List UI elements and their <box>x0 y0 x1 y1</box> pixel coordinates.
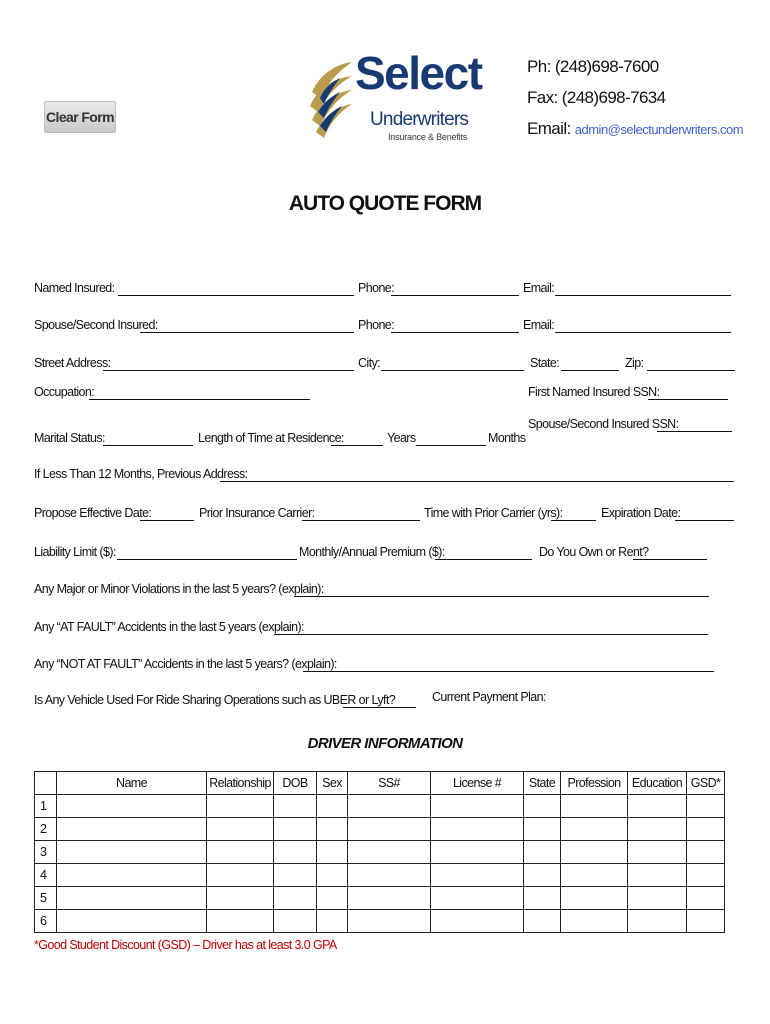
state-label: State: <box>530 356 560 370</box>
driver-cell[interactable] <box>317 841 348 864</box>
driver-cell[interactable] <box>687 818 725 841</box>
driver-cell[interactable] <box>348 818 431 841</box>
driver-cell[interactable] <box>524 887 561 910</box>
zip-label: Zip: <box>625 356 644 370</box>
years-label: Years <box>387 431 416 445</box>
ride-sharing-label: Is Any Vehicle Used For Ride Sharing Operations such as UBER or Lyft? <box>34 693 396 707</box>
col-license-header: License # <box>431 772 524 795</box>
table-row <box>35 841 725 864</box>
driver-cell[interactable] <box>207 864 274 887</box>
zip-field[interactable] <box>647 359 735 371</box>
page-title: AUTO QUOTE FORM <box>288 192 482 215</box>
spouse-ssn-field[interactable] <box>657 420 732 432</box>
violations-label: Any Major or Minor Violations in the last 5 years? (explain): <box>34 582 324 596</box>
driver-cell[interactable] <box>207 841 274 864</box>
phone-number: Ph: (248)698-7600 <box>527 57 659 76</box>
driver-cell[interactable] <box>207 795 274 818</box>
marital-label: Marital Status: <box>34 431 105 445</box>
logo-brand: Select <box>355 47 482 99</box>
driver-cell[interactable] <box>561 864 628 887</box>
expiration-field[interactable] <box>675 509 734 521</box>
time-prior-label: Time with Prior Carrier (yrs): <box>424 506 563 520</box>
driver-cell[interactable] <box>207 887 274 910</box>
liability-label: Liability Limit ($): <box>34 545 116 559</box>
row-number: 1 <box>35 795 57 818</box>
street-label: Street Address: <box>34 356 111 370</box>
driver-cell[interactable] <box>274 818 317 841</box>
col-gsd-header: GSD* <box>687 772 725 795</box>
driver-cell[interactable] <box>431 795 524 818</box>
select-underwriters-logo <box>306 47 486 146</box>
row-number: 5 <box>35 887 57 910</box>
city-label: City: <box>358 356 381 370</box>
driver-cell[interactable] <box>317 864 348 887</box>
driver-cell[interactable] <box>431 887 524 910</box>
violations-field[interactable] <box>294 585 709 597</box>
marital-field[interactable] <box>103 434 193 446</box>
driver-cell[interactable] <box>57 818 207 841</box>
driver-cell[interactable] <box>348 887 431 910</box>
driver-cell[interactable] <box>57 841 207 864</box>
driver-cell[interactable] <box>561 887 628 910</box>
phone1-field[interactable] <box>391 284 519 296</box>
col-sex-header: Sex <box>317 772 348 795</box>
driver-cell[interactable] <box>628 795 687 818</box>
driver-cell[interactable] <box>524 910 561 933</box>
own-rent-label: Do You Own or Rent? <box>539 545 649 559</box>
clear-form-button[interactable]: Clear Form <box>44 101 116 133</box>
driver-cell[interactable] <box>628 841 687 864</box>
phone2-field[interactable] <box>391 321 519 333</box>
driver-cell[interactable] <box>628 910 687 933</box>
driver-cell[interactable] <box>687 795 725 818</box>
col-ssn-header: SS# <box>348 772 431 795</box>
named-insured-label: Named Insured: <box>34 281 115 295</box>
driver-cell[interactable] <box>524 841 561 864</box>
driver-cell[interactable] <box>57 887 207 910</box>
row-number: 2 <box>35 818 57 841</box>
driver-cell[interactable] <box>317 795 348 818</box>
months-label: Months <box>488 431 526 445</box>
wheat-emblem-icon <box>306 52 356 144</box>
table-row <box>35 818 725 841</box>
driver-cell[interactable] <box>524 795 561 818</box>
driver-cell[interactable] <box>57 864 207 887</box>
effective-date-label: Propose Effective Date: <box>34 506 152 520</box>
table-row <box>35 910 725 933</box>
table-row <box>35 864 725 887</box>
driver-cell[interactable] <box>687 887 725 910</box>
driver-cell[interactable] <box>431 910 524 933</box>
email1-label: Email: <box>523 281 555 295</box>
premium-label: Monthly/Annual Premium ($): <box>299 545 445 559</box>
at-fault-field[interactable] <box>274 623 708 635</box>
fax-number: Fax: (248)698-7634 <box>527 88 666 107</box>
driver-cell[interactable] <box>687 864 725 887</box>
driver-cell[interactable] <box>628 864 687 887</box>
driver-cell[interactable] <box>274 795 317 818</box>
liability-field[interactable] <box>117 548 297 560</box>
time-prior-field[interactable] <box>551 509 596 521</box>
driver-info-heading: DRIVER INFORMATION <box>307 735 463 752</box>
driver-cell[interactable] <box>628 818 687 841</box>
driver-cell[interactable] <box>348 795 431 818</box>
driver-cell[interactable] <box>57 910 207 933</box>
col-dob-header: DOB <box>274 772 317 795</box>
prior-carrier-label: Prior Insurance Carrier: <box>199 506 315 520</box>
col-num-header <box>35 772 57 795</box>
prev-address-label: If Less Than 12 Months, Previous Address: <box>34 467 248 481</box>
driver-cell[interactable] <box>274 864 317 887</box>
own-rent-field[interactable] <box>633 548 707 560</box>
driver-cell[interactable] <box>207 910 274 933</box>
not-at-fault-field[interactable] <box>303 660 714 672</box>
driver-cell[interactable] <box>317 818 348 841</box>
phone2-label: Phone: <box>358 318 395 332</box>
row-number: 6 <box>35 910 57 933</box>
years-field[interactable] <box>331 434 383 446</box>
driver-cell[interactable] <box>561 795 628 818</box>
table-row <box>35 795 725 818</box>
occupation-field[interactable] <box>89 388 310 400</box>
prev-address-field[interactable] <box>220 470 734 482</box>
col-education-header: Education <box>628 772 687 795</box>
months-field[interactable] <box>416 434 486 446</box>
driver-cell[interactable] <box>431 818 524 841</box>
driver-cell[interactable] <box>348 841 431 864</box>
driver-cell[interactable] <box>274 910 317 933</box>
driver-cell[interactable] <box>57 795 207 818</box>
driver-cell[interactable] <box>628 887 687 910</box>
occupation-label: Occupation: <box>34 385 95 399</box>
gsd-footnote: *Good Student Discount (GSD) – Driver has at least 3.0 GPA <box>34 938 337 952</box>
ride-sharing-field[interactable] <box>343 696 416 708</box>
premium-field[interactable] <box>435 548 532 560</box>
col-name-header: Name <box>57 772 207 795</box>
email2-field[interactable] <box>555 321 731 333</box>
driver-cell[interactable] <box>274 841 317 864</box>
email-label: Email: <box>527 119 571 138</box>
driver-cell[interactable] <box>317 887 348 910</box>
logo-sub: Underwriters <box>370 109 469 130</box>
row-number: 4 <box>35 864 57 887</box>
driver-cell[interactable] <box>207 818 274 841</box>
not-at-fault-label: Any “NOT AT FAULT” Accidents in the last 5 years? (explain): <box>34 657 337 671</box>
prior-carrier-field[interactable] <box>302 509 420 521</box>
spouse-ssn-label: Spouse/Second Insured SSN: <box>528 417 679 431</box>
email-line <box>527 119 743 139</box>
logo-tagline: Insurance & Benefits <box>388 132 468 142</box>
col-relationship-header: Relationship <box>207 772 274 795</box>
driver-table-header <box>35 772 725 795</box>
driver-cell[interactable] <box>348 864 431 887</box>
driver-cell[interactable] <box>561 818 628 841</box>
named-insured-field[interactable] <box>118 284 354 296</box>
spouse-insured-field[interactable] <box>140 321 354 333</box>
email2-label: Email: <box>523 318 555 332</box>
driver-table <box>34 771 725 933</box>
first-ssn-field[interactable] <box>648 388 728 400</box>
first-ssn-label: First Named Insured SSN: <box>528 385 660 399</box>
driver-cell[interactable] <box>524 864 561 887</box>
length-residence-label: Length of Time at Residence: <box>198 431 344 445</box>
driver-cell[interactable] <box>561 841 628 864</box>
table-row <box>35 887 725 910</box>
driver-cell[interactable] <box>348 910 431 933</box>
col-state-header: State <box>524 772 561 795</box>
driver-cell[interactable] <box>561 910 628 933</box>
row-number: 3 <box>35 841 57 864</box>
payment-plan-label: Current Payment Plan: <box>432 690 546 704</box>
driver-cell[interactable] <box>687 841 725 864</box>
driver-cell[interactable] <box>431 864 524 887</box>
effective-date-field[interactable] <box>140 509 194 521</box>
street-field[interactable] <box>103 359 354 371</box>
driver-cell[interactable] <box>317 910 348 933</box>
spouse-insured-label: Spouse/Second Insured: <box>34 318 158 332</box>
expiration-label: Expiration Date: <box>601 506 681 520</box>
driver-cell[interactable] <box>274 887 317 910</box>
city-field[interactable] <box>381 359 524 371</box>
driver-cell[interactable] <box>524 818 561 841</box>
driver-cell[interactable] <box>687 910 725 933</box>
state-field[interactable] <box>561 359 619 371</box>
driver-cell[interactable] <box>431 841 524 864</box>
phone1-label: Phone: <box>358 281 395 295</box>
at-fault-label: Any “AT FAULT” Accidents in the last 5 years (explain): <box>34 620 304 634</box>
col-profession-header: Profession <box>561 772 628 795</box>
email-link[interactable]: admin@selectunderwriters.com <box>574 122 744 137</box>
email1-field[interactable] <box>555 284 731 296</box>
